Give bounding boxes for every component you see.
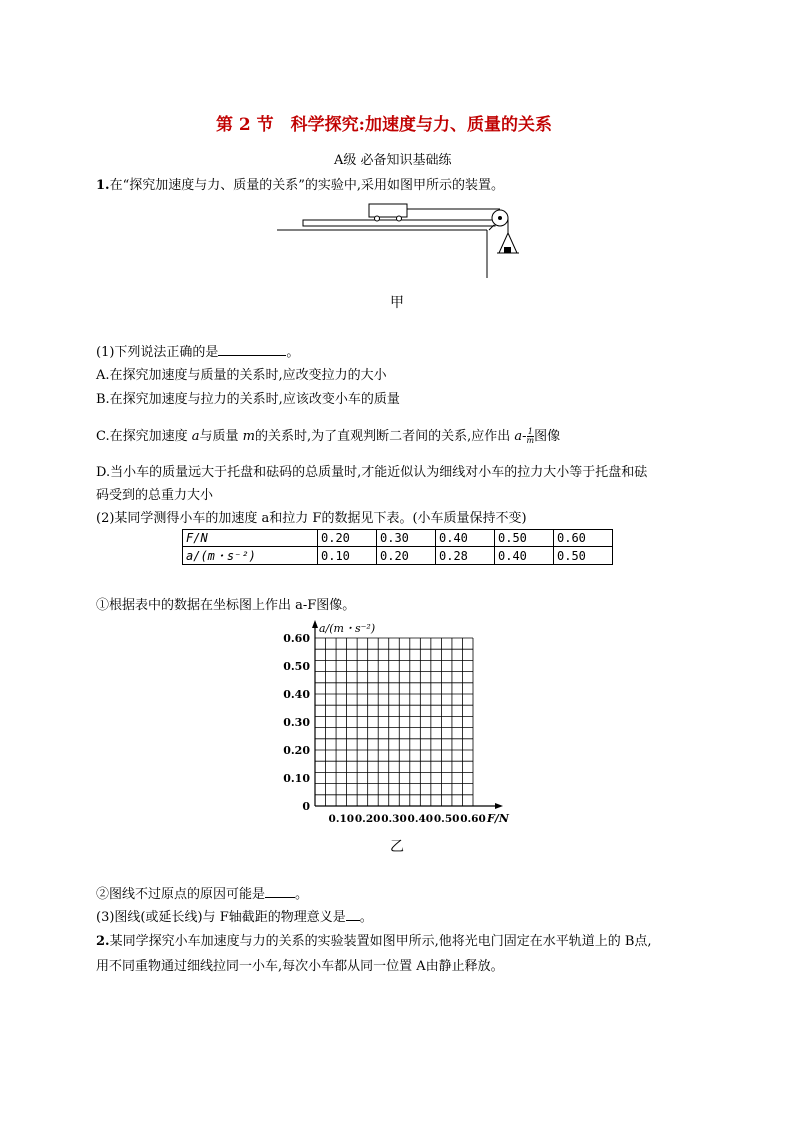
- table-header-cell: a/(m・s⁻²): [183, 547, 318, 565]
- table-cell: 0.28: [436, 547, 495, 565]
- x-tick-label: 0.60: [460, 813, 486, 825]
- figure-caption-jia: 甲: [390, 295, 404, 311]
- x-axis-label: F/N: [487, 812, 509, 825]
- table-cell: 0.30: [377, 530, 436, 547]
- page-title: 第 2 节 科学探究:加速度与力、质量的关系: [216, 115, 552, 135]
- table-cell: 0.50: [554, 547, 613, 565]
- question-number: 2.: [96, 934, 110, 949]
- table-cell: 0.40: [495, 547, 554, 565]
- table-cell: 0.20: [377, 547, 436, 565]
- option-d-line2: 码受到的总重力大小: [96, 488, 214, 503]
- task-1: ①根据表中的数据在坐标图上作出 a-F图像。: [96, 598, 356, 613]
- apparatus-figure: [275, 195, 525, 285]
- x-tick-label: 0.50: [433, 813, 460, 825]
- table-cell: 0.20: [318, 530, 377, 547]
- grid-chart[interactable]: [280, 618, 520, 828]
- y-tick-label: 0.40: [283, 688, 310, 701]
- option-d-line1: D.当小车的质量远大于托盘和砝码的总质量时,才能近似认为细线对小车的拉力大小等于托盘和砝: [96, 465, 648, 480]
- answer-blank-1[interactable]: [218, 343, 286, 356]
- chart-axes: [312, 620, 503, 809]
- table-cell: 0.60: [554, 530, 613, 547]
- y-tick-label: 0.60: [283, 632, 310, 645]
- sub-question-3: (3)图线(或延长线)与 F轴截距的物理意义是 。: [96, 910, 373, 925]
- y-tick-label: 0.50: [283, 660, 310, 673]
- x-tick-label: 0.10: [328, 813, 355, 825]
- y-tick-label: 0.10: [283, 772, 310, 785]
- x-tick-label: 0.30: [381, 813, 407, 825]
- x-tick-label: 0.40: [407, 813, 434, 825]
- table-cell: 0.40: [436, 530, 495, 547]
- chart-grid: [315, 638, 473, 806]
- cart-icon: [369, 204, 407, 221]
- weight-tray-icon: [497, 233, 519, 253]
- pulley-icon: [489, 210, 508, 230]
- task-2: ②图线不过原点的原因可能是 。: [96, 887, 309, 902]
- x-tick-labels: [329, 813, 486, 825]
- answer-blank-3[interactable]: [346, 908, 360, 921]
- figure-caption-yi: 乙: [390, 839, 404, 855]
- data-table: [182, 529, 613, 565]
- question-number: 1.: [96, 178, 110, 193]
- option-b: B.在探究加速度与拉力的关系时,应该改变小车的质量: [96, 392, 400, 407]
- x-axis-arrow-icon: [495, 803, 503, 809]
- y-tick-labels: [283, 632, 310, 813]
- table-header-cell: F/N: [183, 530, 318, 547]
- question-2-line1: 2.某同学探究小车加速度与力的关系的实验装置如图甲所示,他将光电门固定在水平轨道上的 B点,: [96, 934, 652, 949]
- y-tick-label: 0.30: [283, 716, 310, 729]
- fraction-1-over-m: $\frac{1}{m}$: [526, 427, 535, 445]
- section-level: A级 必备知识基础练: [334, 153, 452, 168]
- y-axis-label: a/(m・s⁻²): [319, 622, 376, 635]
- answer-blank-2[interactable]: [265, 885, 295, 898]
- y-tick-label: 0.20: [283, 744, 310, 757]
- question-1-stem: 1.在“探究加速度与力、质量的关系”的实验中,采用如图甲所示的装置。: [96, 178, 505, 193]
- sub-question-1: (1)下列说法正确的是 。: [96, 345, 300, 360]
- x-tick-label: 0.20: [354, 813, 381, 825]
- sub-question-2: (2)某同学测得小车的加速度 a和拉力 F的数据见下表。(小车质量保持不变): [96, 511, 527, 526]
- table-cell: 0.50: [495, 530, 554, 547]
- table-row: [183, 530, 613, 547]
- option-c: C.在探究加速度 a与质量 m的关系时,为了直观判断二者间的关系,应作出 a- $\frac{1}{m}$ 图像: [96, 427, 561, 445]
- table-cell: 0.10: [318, 547, 377, 565]
- y-tick-label: 0: [302, 800, 310, 813]
- option-a: A.在探究加速度与质量的关系时,应改变拉力的大小: [96, 368, 387, 383]
- table-row: [183, 547, 613, 565]
- y-axis-arrow-icon: [312, 620, 318, 628]
- question-2-line2: 用不同重物通过细线拉同一小车,每次小车都从同一位置 A由静止释放。: [96, 959, 504, 974]
